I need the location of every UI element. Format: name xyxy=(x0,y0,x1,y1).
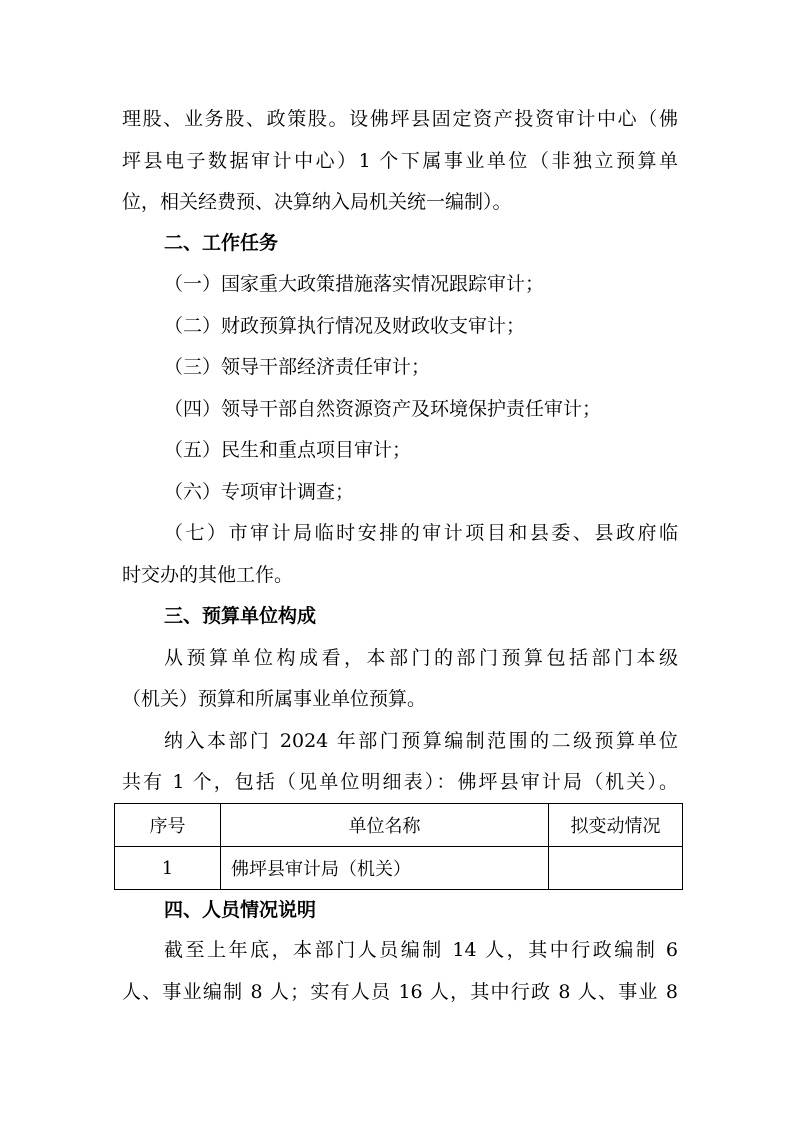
section-heading-personnel: 四、人员情况说明 xyxy=(164,899,317,921)
column-header-change: 拟变动情况 xyxy=(549,804,683,847)
body-text-line: 理股、业务股、政策股。设佛坪县固定资产投资审计中心（佛 xyxy=(122,108,678,130)
unit-detail-table xyxy=(114,803,683,890)
body-text-line: 从预算单位构成看，本部门的部门预算包括部门本级 xyxy=(164,647,678,669)
task-item-continuation: 时交办的其他工作。 xyxy=(122,564,294,586)
body-text-line: （机关）预算和所属事业单位预算。 xyxy=(122,688,427,710)
task-item: （六）专项审计调查； xyxy=(164,481,355,503)
table-header-row xyxy=(115,804,683,847)
body-text-line: 人、事业编制 8 人；实有人员 16 人，其中行政 8 人、事业 8 xyxy=(122,981,678,1003)
body-text-line: 纳入本部门 2024 年部门预算编制范围的二级预算单位 xyxy=(164,730,678,752)
body-text-line: 截至上年底，本部门人员编制 14 人，其中行政编制 6 xyxy=(164,939,678,961)
section-heading-work-tasks: 二、工作任务 xyxy=(164,232,279,254)
task-item: （二）财政预算执行情况及财政收支审计； xyxy=(164,315,526,337)
cell-unit-name: 佛坪县审计局（机关） xyxy=(221,847,549,890)
body-text-line: 位，相关经费预、决算纳入局机关统一编制）。 xyxy=(122,191,512,213)
task-item: （四）领导干部自然资源资产及环境保护责任审计； xyxy=(164,398,602,420)
body-text-line: 共有 1 个，包括（见单位明细表）：佛坪县审计局（机关）。 xyxy=(122,771,678,793)
cell-seq: 1 xyxy=(115,847,221,890)
section-heading-budget-units: 三、预算单位构成 xyxy=(164,605,317,627)
task-item: （七）市审计局临时安排的审计项目和县委、县政府临 xyxy=(164,522,678,544)
cell-change xyxy=(549,847,683,890)
body-text-line: 坪县电子数据审计中心）1 个下属事业单位（非独立预算单 xyxy=(122,150,678,172)
task-item: （三）领导干部经济责任审计； xyxy=(164,356,431,378)
table-row xyxy=(115,847,683,890)
column-header-seq: 序号 xyxy=(115,804,221,847)
task-item: （五）民生和重点项目审计； xyxy=(164,439,412,461)
task-item: （一）国家重大政策措施落实情况跟踪审计； xyxy=(164,273,545,295)
column-header-unit-name: 单位名称 xyxy=(221,804,549,847)
